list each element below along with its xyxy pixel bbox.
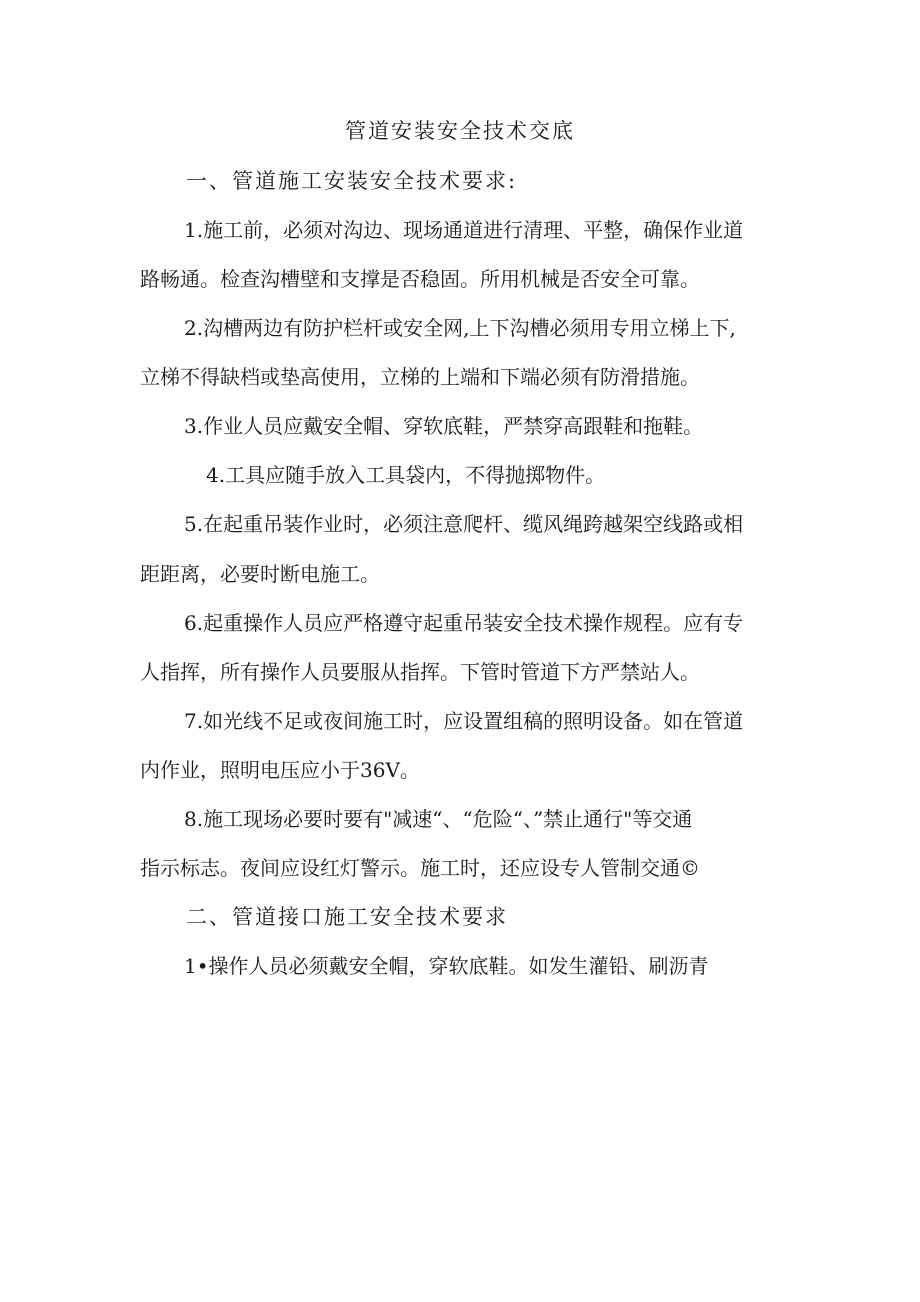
paragraph-line: 5.在起重吊装作业时，必须注意爬杆、缆风绳跨越架空线路或相 — [184, 512, 744, 536]
paragraph-line: 7.如光线不足或夜间施工时，应设置组稿的照明设备。如在管道 — [184, 709, 744, 733]
paragraph-line: 4.工具应随手放入工具袋内，不得抛掷物件。 — [206, 463, 606, 487]
section-2-heading: 二、管道接口施工安全技术要求 — [186, 905, 508, 929]
paragraph-line: 1•操作人员必须戴安全帽，穿软底鞋。如发生灌铅、刷沥青 — [184, 954, 709, 978]
section-1-heading: 一、管道施工安装安全技术要求: — [186, 169, 518, 193]
paragraph-line: 1.施工前，必须对沟边、现场通道进行清理、平整，确保作业道 — [184, 218, 744, 242]
document-title: 管道安装安全技术交底 — [345, 119, 575, 143]
paragraph-line: 8.施工现场必要时要有"减速“、“危险“、”禁止通行"等交通 — [184, 807, 693, 831]
paragraph-line: 2.沟槽两边有防护栏杆或安全网,上下沟槽必须用专用立梯上下, — [184, 316, 736, 340]
paragraph-line: 6.起重操作人员应严格遵守起重吊装安全技术操作规程。应有专 — [184, 611, 744, 635]
paragraph-line: 3.作业人员应戴安全帽、穿软底鞋，严禁穿高跟鞋和拖鞋。 — [184, 414, 704, 438]
paragraph-line: 人指挥，所有操作人员要服从指挥。下管时管道下方严禁站人。 — [140, 660, 700, 684]
paragraph-line: 距距离，必要时断电施工。 — [140, 562, 380, 586]
paragraph-line: 路畅通。检查沟槽壁和支撑是否稳固。所用机械是否安全可靠。 — [140, 267, 700, 291]
paragraph-line: 内作业，照明电压应小于36V。 — [140, 758, 420, 782]
paragraph-line: 指示标志。夜间应设红灯警示。施工时，还应设专人管制交通© — [140, 856, 700, 880]
paragraph-line: 立梯不得缺档或垫高使用，立梯的上端和下端必须有防滑措施。 — [140, 365, 700, 389]
